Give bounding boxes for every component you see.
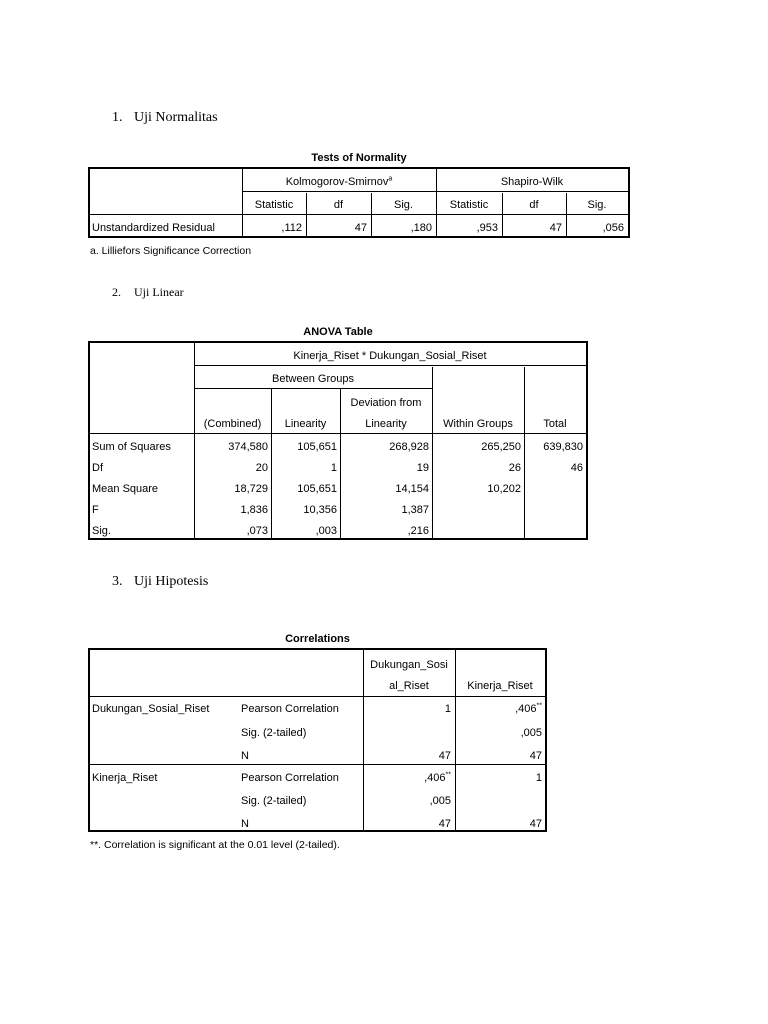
section-label: Uji Normalitas bbox=[134, 110, 218, 125]
row-label: Mean Square bbox=[92, 483, 159, 495]
cell-value: 639,830 bbox=[543, 441, 583, 453]
cell-value: 268,928 bbox=[389, 441, 429, 453]
cell-value: 47 bbox=[438, 750, 451, 762]
col-header: Statistic bbox=[449, 199, 489, 211]
col-header: Within Groups bbox=[443, 418, 513, 430]
cell-value: 1,387 bbox=[401, 504, 429, 516]
cell-value: 47 bbox=[354, 222, 367, 234]
cell-value: ,406** bbox=[424, 771, 451, 784]
variable-label: Kinerja_Riset bbox=[92, 772, 158, 784]
cell-value: 105,651 bbox=[297, 483, 337, 495]
section-heading-linear bbox=[112, 285, 184, 300]
cell-value: ,406** bbox=[515, 702, 542, 715]
anova-table bbox=[88, 341, 588, 540]
cell-value: 1 bbox=[444, 703, 451, 715]
cell-value: 14,154 bbox=[395, 483, 429, 495]
section-number: 2. bbox=[112, 285, 121, 299]
cell-value: 47 bbox=[438, 818, 451, 830]
cell-value: 105,651 bbox=[297, 441, 337, 453]
cell-value: 26 bbox=[508, 462, 521, 474]
row-label: Df bbox=[92, 462, 103, 474]
col-header: Linearity bbox=[284, 418, 327, 430]
cell-value: 265,250 bbox=[481, 441, 521, 453]
cell-value: ,216 bbox=[407, 525, 429, 537]
row-label: Sig. bbox=[92, 525, 111, 537]
section-heading-hypothesis bbox=[112, 574, 208, 590]
correlations-table bbox=[88, 648, 547, 832]
cell-value: 47 bbox=[549, 222, 562, 234]
cell-value: 46 bbox=[570, 462, 583, 474]
section-number: 3. bbox=[112, 574, 123, 589]
anova-span-header: Kinerja_Riset * Dukungan_Sosial_Riset bbox=[293, 350, 487, 362]
deviation-header: Deviation from Linearity bbox=[350, 397, 422, 430]
stat-label: N bbox=[241, 750, 249, 762]
cell-value: ,005 bbox=[520, 727, 542, 739]
sw-group-header: Shapiro-Wilk bbox=[500, 176, 564, 188]
corr-col-header: Dukungan_Sosi al_Riset bbox=[370, 659, 448, 692]
stat-label: Pearson Correlation bbox=[241, 772, 339, 784]
col-header: (Combined) bbox=[203, 418, 262, 430]
col-header: df bbox=[333, 199, 344, 211]
cell-value: 1 bbox=[535, 772, 542, 784]
cell-value: 47 bbox=[529, 818, 542, 830]
cell-value: 47 bbox=[529, 750, 542, 762]
col-header: Statistic bbox=[254, 199, 294, 211]
cell-value: 10,202 bbox=[487, 483, 521, 495]
correlations-footnote: **. Correlation is significant at the 0.01 level (2-tailed). bbox=[90, 839, 340, 851]
normality-table bbox=[88, 167, 630, 238]
cell-value: ,073 bbox=[246, 525, 268, 537]
anova-table-title: ANOVA Table bbox=[303, 326, 373, 338]
variable-label: Dukungan_Sosial_Riset bbox=[92, 703, 210, 715]
col-header: Sig. bbox=[394, 199, 413, 211]
correlations-table-title: Correlations bbox=[285, 633, 350, 645]
section-heading-normality bbox=[112, 110, 218, 126]
row-label: F bbox=[92, 504, 99, 516]
cell-value: 18,729 bbox=[234, 483, 268, 495]
row-label: Unstandardized Residual bbox=[92, 222, 215, 234]
row-label: Sum of Squares bbox=[92, 441, 171, 453]
col-header: Total bbox=[543, 418, 567, 430]
section-number: 1. bbox=[112, 110, 123, 125]
stat-label: Pearson Correlation bbox=[241, 703, 339, 715]
stat-label: Sig. (2-tailed) bbox=[241, 795, 307, 807]
section-label: Uji Linear bbox=[134, 285, 184, 299]
normality-table-title: Tests of Normality bbox=[311, 152, 407, 164]
cell-value: 10,356 bbox=[303, 504, 337, 516]
cell-value: ,112 bbox=[281, 222, 302, 234]
cell-value: ,953 bbox=[476, 222, 498, 234]
cell-value: 19 bbox=[416, 462, 429, 474]
cell-value: ,056 bbox=[602, 222, 624, 234]
corr-col-header: Kinerja_Riset bbox=[467, 680, 533, 692]
cell-value: 1,836 bbox=[240, 504, 268, 516]
normality-footnote: a. Lilliefors Significance Correction bbox=[90, 245, 252, 257]
section-label: Uji Hipotesis bbox=[134, 574, 209, 589]
col-header: Sig. bbox=[587, 199, 607, 211]
stat-label: Sig. (2-tailed) bbox=[241, 727, 307, 739]
between-groups-header: Between Groups bbox=[272, 373, 354, 385]
stat-label: N bbox=[241, 818, 249, 830]
cell-value: ,003 bbox=[315, 525, 337, 537]
cell-value: 374,580 bbox=[228, 441, 268, 453]
ks-group-header: Kolmogorov-Smirnov$^a$ bbox=[285, 175, 393, 188]
cell-value: 1 bbox=[330, 462, 337, 474]
cell-value: 20 bbox=[255, 462, 268, 474]
col-header: df bbox=[529, 199, 539, 211]
cell-value: ,180 bbox=[410, 222, 432, 234]
cell-value: ,005 bbox=[429, 795, 451, 807]
